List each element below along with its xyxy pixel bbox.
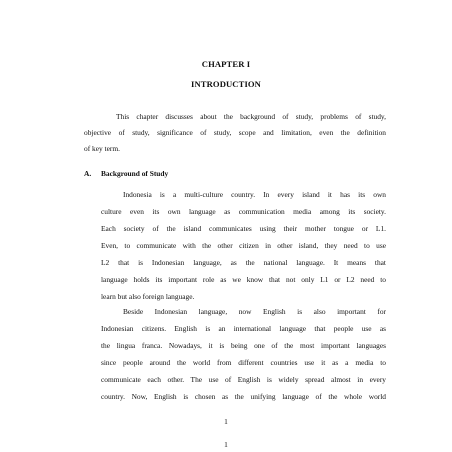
paragraph-line: Indonesian citizens. English is an international language that people use as xyxy=(101,324,386,333)
intro-line: of key term. xyxy=(84,144,120,153)
paragraph-line: Beside Indonesian language, now English is also important for xyxy=(123,307,386,316)
section-heading xyxy=(84,169,168,178)
chapter-title: INTRODUCTION xyxy=(191,79,261,89)
page-number: 1 xyxy=(224,417,228,426)
paragraph-line: language holds its important role as we know that not only L1 or L2 need to xyxy=(101,275,386,284)
paragraph-line: country. Now, English is chosen as the unifying language of the whole world xyxy=(101,392,386,401)
paragraph-line: L2 that is Indonesian language, as the national language. It means that xyxy=(101,258,386,267)
page-number-footer: 1 xyxy=(224,440,228,449)
section-marker: A. xyxy=(84,169,92,178)
intro-line: objective of study, significance of study, scope and limitation, even the definition xyxy=(84,128,386,137)
paragraph-line: Indonesia is a multi-culture country. In every island it has its own xyxy=(123,190,386,199)
paragraph-line: communicate each other. The use of English is widely spread almost in every xyxy=(101,375,386,384)
intro-line: This chapter discusses about the background of study, problems of study, xyxy=(116,112,386,121)
paragraph-line: the lingua franca. Nowadays, it is being one of the most important languages xyxy=(101,341,386,350)
paragraph-line: since people around the world from different countries use it as a media to xyxy=(101,358,386,367)
paragraph-line: Even, to communicate with the other citizen in other island, they need to use xyxy=(101,241,386,250)
paragraph-line: Each society of the island communicates using their mother tongue or L1. xyxy=(101,224,386,233)
paragraph-line: learn but also foreign language. xyxy=(101,292,195,301)
paragraph-line: culture even its own language as communication media among its society. xyxy=(101,207,386,216)
chapter-number: CHAPTER I xyxy=(201,59,251,69)
section-title: Background of Study xyxy=(101,169,169,178)
